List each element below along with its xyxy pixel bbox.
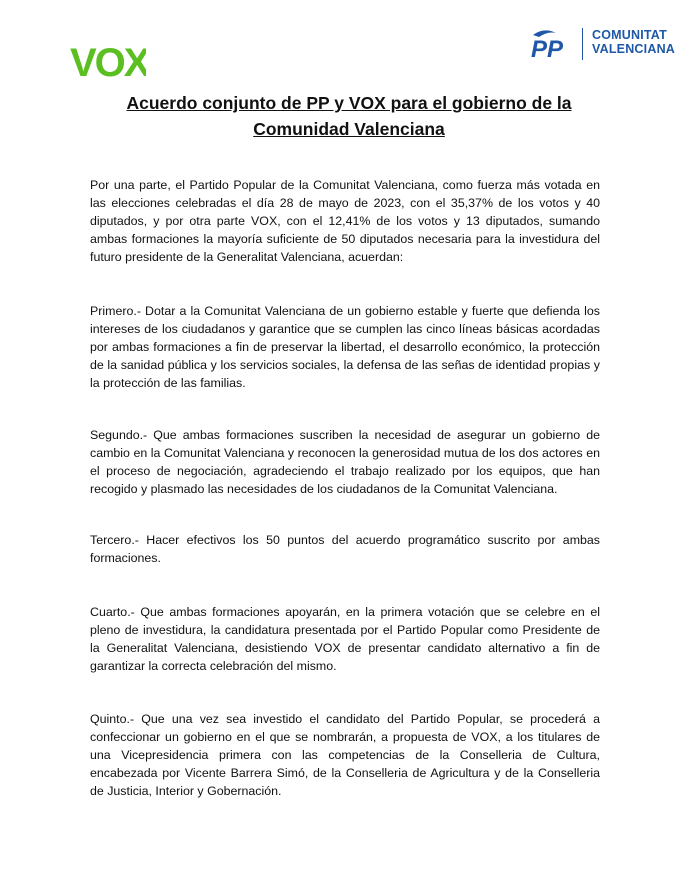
clause-segundo: Segundo.- Que ambas formaciones suscriben la necesidad de asegurar un gobierno de cambio en la Comunitat Valenciana y reconocen la generosidad mutua de los dos actores en el proceso de negociación, agradeciendo el trabajo realizado por los equipos, que han recogido y plasmado las necesidades de los ciudadanos de la Comunitat Valenciana.	[90, 428, 600, 496]
clause-primero: Primero.- Dotar a la Comunitat Valenciana de un gobierno estable y fuerte que defienda los intereses de los ciudadanos y garantice que se cumplen las cinco líneas básicas acordadas por ambas formaciones a fin de preservar la libertad, el desarrollo económico, la protección de la sanidad pública y los servicios sociales, la defensa de las señas de identidad propias y la protección de las familias.	[90, 304, 600, 390]
document-title: Acuerdo conjunto de PP y VOX para el gobierno de la Comunidad Valenciana	[126, 93, 572, 139]
pp-logo-line2: VALENCIANA	[592, 42, 676, 56]
pp-logo	[530, 25, 680, 63]
pp-mark-text: PP	[531, 36, 564, 63]
intro-paragraph: Por una parte, el Partido Popular de la Comunitat Valenciana, como fuerza más votada en las elecciones celebradas el día 28 de mayo de 2023, con el 35,37% de los votos y 40 diputados, y por otra parte VOX, con el 12,41% de los votos y 13 diputados, sumando ambas formaciones la mayoría suficiente de 50 diputados necesaria para la investidura del futuro presidente de la Generalitat Valenciana, acuerdan:	[90, 178, 600, 264]
pp-logo-mark	[530, 25, 576, 63]
vox-logo-graphic	[70, 40, 146, 84]
pp-logo-text	[592, 28, 675, 56]
clause-cuarto: Cuarto.- Que ambas formaciones apoyarán, en la primera votación que se celebre en el pleno de investidura, la candidatura presentada por el Partido Popular como Presidente de la Generalitat Valenciana, desistiendo VOX de presentar candidato alternativo a fin de garantizar la correcta celebración del mismo.	[90, 605, 600, 673]
pp-logo-line1: COMUNITAT	[592, 28, 667, 42]
clause-quinto: Quinto.- Que una vez sea investido el candidato del Partido Popular, se procederá a confeccionar un gobierno en el que se nombrarán, a propuesta de VOX, a los titulares de una Vicepresidencia primera con las competencias de la Conselleria de Cultura, encabezada por Vicente Barrera Simó, de la Conselleria de Agricultura y de la Conselleria de Justicia, Interior y Gobernación.	[90, 712, 600, 798]
clause-tercero: Tercero.- Hacer efectivos los 50 puntos del acuerdo programático suscrito por ambas formaciones.	[90, 533, 600, 565]
logo-divider	[582, 28, 583, 60]
vox-logo-text: VOX	[70, 41, 146, 84]
vox-logo	[70, 40, 146, 84]
